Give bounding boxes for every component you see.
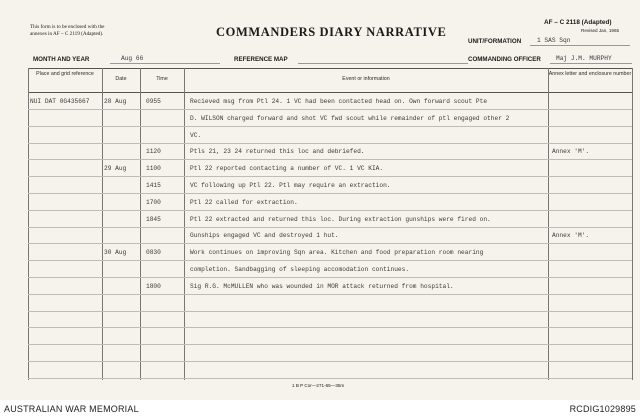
month-label: MONTH AND YEAR bbox=[33, 56, 90, 63]
cell-event: Recieved msg from Ptl 24. 1 VC had been contacted head on. Own forward scout Pte bbox=[190, 98, 488, 105]
ruled-line bbox=[28, 361, 632, 362]
col-divider-place-date bbox=[102, 68, 103, 380]
cell-event: Ptl 22 reported contacting a number of VC. 1 VC KIA. bbox=[190, 165, 384, 172]
cell-event: Work continues on improving Sqn area. Kitchen and food preparation room nearing bbox=[190, 249, 484, 256]
co-underline bbox=[550, 63, 632, 64]
cell-annex: Annex 'M'. bbox=[552, 232, 590, 239]
cell-time: 1100 bbox=[146, 165, 161, 172]
archive-name: AUSTRALIAN WAR MEMORIAL bbox=[4, 404, 139, 414]
cell-place: NUI DAT 0G435667 bbox=[30, 98, 90, 105]
cell-time: 1845 bbox=[146, 216, 161, 223]
ruled-line bbox=[28, 260, 632, 261]
form-code: AF – C 2118 (Adapted) bbox=[544, 19, 612, 26]
ruled-line bbox=[28, 344, 632, 345]
ruled-line bbox=[28, 227, 632, 228]
month-value: Aug 66 bbox=[121, 55, 144, 62]
ruled-line bbox=[28, 311, 632, 312]
col-header-annex: Annex letter and enclosure number bbox=[548, 71, 632, 77]
cell-time: 0830 bbox=[146, 249, 161, 256]
cell-event: Sig R.G. McMULLEN who was wounded in MOR attack returned from hospital. bbox=[190, 283, 454, 290]
cell-time: 1800 bbox=[146, 283, 161, 290]
ruled-line bbox=[28, 210, 632, 211]
table-header-border bbox=[28, 92, 632, 93]
ruled-line bbox=[28, 143, 632, 144]
cell-event: D. WILSON charged forward and shot VC fwd scout while remainder of ptl engaged other 2 bbox=[190, 115, 510, 122]
ruled-line bbox=[28, 327, 632, 328]
col-divider-right bbox=[632, 68, 633, 380]
cell-date: 29 Aug bbox=[104, 165, 127, 172]
unit-value: 1 SAS Sqn bbox=[537, 37, 571, 44]
ruled-line bbox=[28, 193, 632, 194]
ruled-line bbox=[28, 159, 632, 160]
cell-event: Ptls 21, 23 24 returned this loc and debriefed. bbox=[190, 148, 365, 155]
cell-event: completion. Sandbagging of sleeping accomodation continues. bbox=[190, 266, 410, 273]
printer-note: 1 B P Cor—271-65—35m bbox=[292, 383, 345, 388]
form-note bbox=[30, 24, 104, 37]
col-header-date: Date bbox=[115, 76, 127, 82]
archive-footer bbox=[0, 400, 640, 418]
col-divider-event-annex bbox=[548, 68, 549, 380]
cell-time: 1415 bbox=[146, 182, 161, 189]
revised-date: Revised Jan, 1965 bbox=[581, 28, 620, 33]
ruled-line bbox=[28, 109, 632, 110]
cell-event: Ptl 22 called for extraction. bbox=[190, 199, 298, 206]
cell-date: 30 Aug bbox=[104, 249, 127, 256]
commanding-officer-value: Maj J.M. MURPHY bbox=[556, 55, 612, 62]
commanding-officer-label: COMMANDING OFFICER bbox=[468, 56, 541, 63]
cell-time: 0955 bbox=[146, 98, 161, 105]
ruled-line bbox=[28, 126, 632, 127]
col-header-place: Place and grid reference bbox=[36, 71, 94, 77]
ruled-line bbox=[28, 176, 632, 177]
cell-event: VC following up Ptl 22. Ptl may require an extraction. bbox=[190, 182, 391, 189]
unit-label: UNIT/FORMATION bbox=[468, 38, 522, 45]
col-divider-date-time bbox=[140, 68, 141, 380]
col-divider-left bbox=[28, 68, 29, 380]
col-header-event: Event or information bbox=[342, 76, 390, 82]
table-top-border bbox=[28, 68, 632, 69]
archive-reference: RCDIG1029895 bbox=[569, 404, 636, 414]
form-note-line2: annexes in AF – C 2119 (Adapted). bbox=[30, 30, 104, 37]
cell-annex: Annex 'M'. bbox=[552, 148, 590, 155]
cell-event: Ptl 22 extracted and returned this loc. During extraction gunships were fired on. bbox=[190, 216, 491, 223]
page-title: COMMANDERS DIARY NARRATIVE bbox=[216, 25, 447, 39]
ruled-line bbox=[28, 277, 632, 278]
col-header-time: Time bbox=[156, 76, 168, 82]
ruled-line bbox=[28, 378, 632, 379]
cell-time: 1120 bbox=[146, 148, 161, 155]
cell-event: Gunships engaged VC and destroyed 1 hut. bbox=[190, 232, 339, 239]
reference-map-label: REFERENCE MAP bbox=[234, 56, 288, 63]
month-underline bbox=[110, 63, 220, 64]
unit-underline bbox=[530, 45, 630, 46]
form-note-line1: This form is to be enclosed with the bbox=[30, 24, 105, 30]
cell-time: 1700 bbox=[146, 199, 161, 206]
reference-map-underline bbox=[298, 63, 468, 64]
ruled-line bbox=[28, 294, 632, 295]
ruled-line bbox=[28, 243, 632, 244]
col-divider-time-event bbox=[184, 68, 185, 380]
cell-date: 28 Aug bbox=[104, 98, 127, 105]
cell-event: VC. bbox=[190, 132, 202, 139]
